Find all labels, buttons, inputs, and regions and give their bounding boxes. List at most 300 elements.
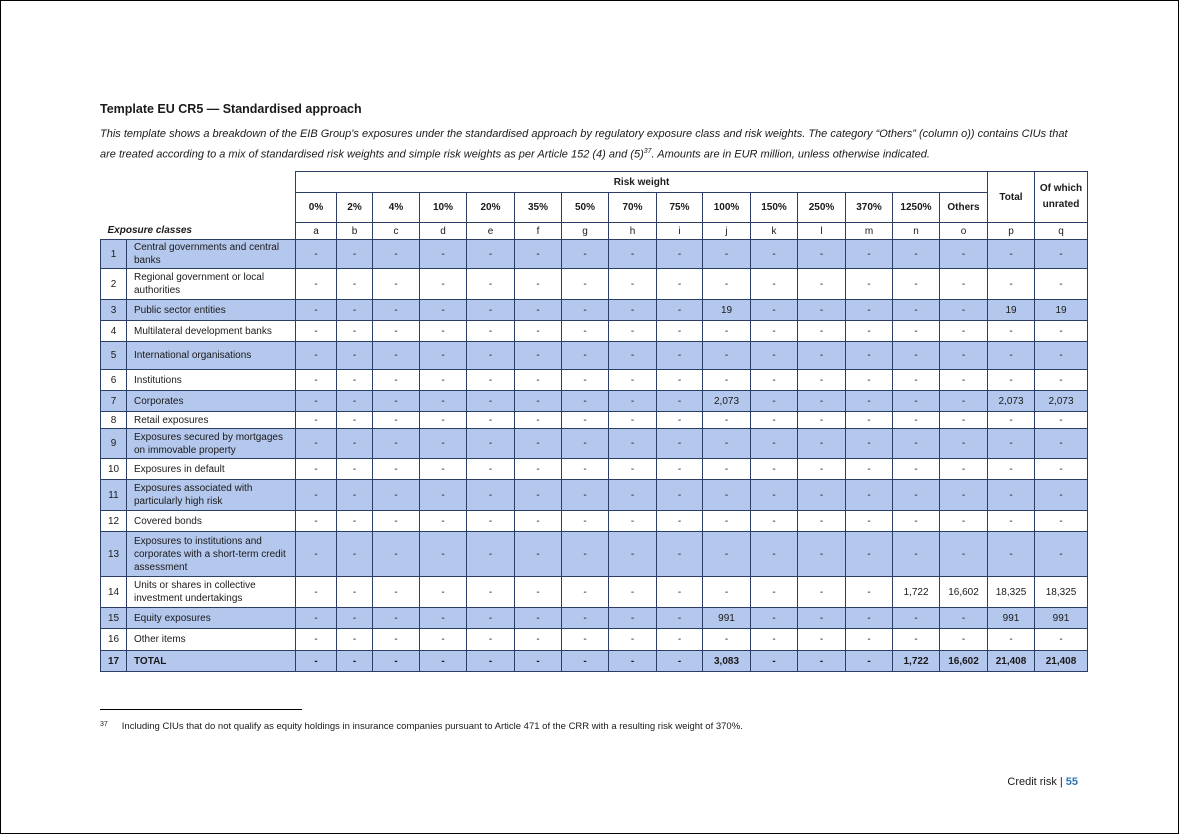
value-cell: - <box>296 321 337 342</box>
footnote <box>100 721 743 732</box>
value-cell: - <box>798 608 846 629</box>
row-number: 12 <box>101 511 127 532</box>
value-cell: - <box>515 651 562 672</box>
exposure-class-label: Covered bonds <box>127 511 296 532</box>
value-cell: - <box>337 608 373 629</box>
value-cell: - <box>515 429 562 459</box>
value-cell: - <box>846 429 893 459</box>
column-letter: i <box>657 223 703 240</box>
footnote-text: Including CIUs that do not qualify as equity holdings in insurance companies pursuant to Article 471 of the CRR with a resulting risk weight of 370%. <box>121 721 743 732</box>
value-cell: - <box>420 608 467 629</box>
value-cell: - <box>296 391 337 412</box>
value-cell: - <box>562 577 609 608</box>
value-cell: - <box>1035 240 1088 269</box>
value-cell: - <box>337 577 373 608</box>
table-row <box>101 511 1088 532</box>
value-cell: - <box>751 269 798 300</box>
table-row <box>101 480 1088 511</box>
value-cell: - <box>846 532 893 577</box>
value-cell: - <box>940 532 988 577</box>
value-cell: - <box>562 629 609 651</box>
value-cell: - <box>467 321 515 342</box>
value-cell: - <box>988 342 1035 370</box>
value-cell: 2,073 <box>988 391 1035 412</box>
value-cell: - <box>373 629 420 651</box>
value-cell: - <box>420 480 467 511</box>
value-cell: - <box>988 240 1035 269</box>
value-cell: - <box>798 629 846 651</box>
value-cell: - <box>373 321 420 342</box>
value-cell: - <box>420 269 467 300</box>
value-cell: - <box>373 240 420 269</box>
exposure-class-label: Central governments and central banks <box>127 240 296 269</box>
value-cell: - <box>1035 269 1088 300</box>
value-cell: - <box>562 608 609 629</box>
value-cell: - <box>420 321 467 342</box>
value-cell: - <box>609 459 657 480</box>
value-cell: - <box>1035 370 1088 391</box>
column-letter: n <box>893 223 940 240</box>
row-number: 11 <box>101 480 127 511</box>
value-cell: - <box>751 370 798 391</box>
table-row <box>101 459 1088 480</box>
value-cell: - <box>940 629 988 651</box>
value-cell: - <box>1035 412 1088 429</box>
value-cell: - <box>893 370 940 391</box>
value-cell: - <box>751 511 798 532</box>
footnote-number: 37 <box>100 721 108 728</box>
value-cell: - <box>515 532 562 577</box>
value-cell: - <box>751 459 798 480</box>
value-cell: - <box>562 321 609 342</box>
value-cell: - <box>609 391 657 412</box>
risk-weight-col-header: 0% <box>296 193 337 223</box>
value-cell: - <box>562 459 609 480</box>
value-cell: - <box>337 480 373 511</box>
value-cell: - <box>657 608 703 629</box>
page-title: Template EU CR5 — Standardised approach <box>100 102 362 116</box>
value-cell: - <box>798 269 846 300</box>
value-cell: - <box>657 459 703 480</box>
exposure-class-label: Exposures in default <box>127 459 296 480</box>
value-cell: 2,073 <box>1035 391 1088 412</box>
value-cell: - <box>940 391 988 412</box>
value-cell: - <box>657 629 703 651</box>
value-cell: - <box>846 608 893 629</box>
header-blank <box>101 193 296 223</box>
column-letter: q <box>1035 223 1088 240</box>
value-cell: - <box>467 511 515 532</box>
value-cell: - <box>337 651 373 672</box>
value-cell: - <box>296 480 337 511</box>
exposure-class-label: Regional government or local authorities <box>127 269 296 300</box>
value-cell: 21,408 <box>1035 651 1088 672</box>
table-row <box>101 342 1088 370</box>
value-cell: - <box>420 429 467 459</box>
value-cell: - <box>988 629 1035 651</box>
value-cell: - <box>703 321 751 342</box>
value-cell: - <box>703 269 751 300</box>
value-cell: - <box>1035 429 1088 459</box>
value-cell: - <box>373 532 420 577</box>
column-letter: f <box>515 223 562 240</box>
value-cell: - <box>893 269 940 300</box>
table-row <box>101 240 1088 269</box>
value-cell: - <box>373 651 420 672</box>
value-cell: - <box>420 370 467 391</box>
value-cell: - <box>337 459 373 480</box>
value-cell: - <box>373 429 420 459</box>
value-cell: - <box>337 269 373 300</box>
value-cell: - <box>988 429 1035 459</box>
value-cell: - <box>751 429 798 459</box>
value-cell: - <box>296 532 337 577</box>
value-cell: - <box>893 321 940 342</box>
value-cell: - <box>609 651 657 672</box>
table-row <box>101 532 1088 577</box>
value-cell: - <box>940 321 988 342</box>
value-cell: - <box>467 269 515 300</box>
value-cell: - <box>798 511 846 532</box>
value-cell: - <box>337 511 373 532</box>
column-letter: d <box>420 223 467 240</box>
value-cell: - <box>751 629 798 651</box>
value-cell: - <box>467 629 515 651</box>
value-cell: - <box>562 651 609 672</box>
value-cell: - <box>657 577 703 608</box>
value-cell: - <box>893 608 940 629</box>
column-letter: e <box>467 223 515 240</box>
risk-weight-col-header: 10% <box>420 193 467 223</box>
value-cell: - <box>657 240 703 269</box>
value-cell: - <box>467 412 515 429</box>
value-cell: - <box>751 240 798 269</box>
value-cell: - <box>846 459 893 480</box>
value-cell: - <box>420 511 467 532</box>
value-cell: - <box>751 480 798 511</box>
value-cell: - <box>515 629 562 651</box>
value-cell: - <box>657 511 703 532</box>
exposure-class-label: Corporates <box>127 391 296 412</box>
value-cell: - <box>940 412 988 429</box>
value-cell: - <box>893 459 940 480</box>
row-number: 6 <box>101 370 127 391</box>
value-cell: - <box>893 240 940 269</box>
value-cell: - <box>467 651 515 672</box>
value-cell: - <box>420 342 467 370</box>
value-cell: 18,325 <box>988 577 1035 608</box>
exposure-class-label: Retail exposures <box>127 412 296 429</box>
value-cell: - <box>798 300 846 321</box>
exposure-class-label: Exposures to institutions and corporates with a short-term credit assessment <box>127 532 296 577</box>
value-cell: - <box>562 429 609 459</box>
footnote-divider <box>100 709 302 710</box>
value-cell: - <box>420 300 467 321</box>
value-cell: - <box>751 577 798 608</box>
value-cell: - <box>846 342 893 370</box>
value-cell: - <box>703 629 751 651</box>
value-cell: - <box>562 370 609 391</box>
value-cell: - <box>798 480 846 511</box>
value-cell: 19 <box>988 300 1035 321</box>
table-row <box>101 651 1088 672</box>
value-cell: - <box>515 391 562 412</box>
value-cell: - <box>562 240 609 269</box>
value-cell: - <box>467 532 515 577</box>
risk-weight-col-header: 150% <box>751 193 798 223</box>
value-cell: - <box>609 300 657 321</box>
row-number: 7 <box>101 391 127 412</box>
value-cell: - <box>940 511 988 532</box>
value-cell: - <box>373 608 420 629</box>
value-cell: - <box>940 300 988 321</box>
value-cell: - <box>467 370 515 391</box>
row-number: 3 <box>101 300 127 321</box>
value-cell: - <box>751 321 798 342</box>
value-cell: - <box>420 240 467 269</box>
value-cell: - <box>420 532 467 577</box>
value-cell: - <box>846 480 893 511</box>
value-cell: - <box>657 480 703 511</box>
value-cell: - <box>296 651 337 672</box>
value-cell: - <box>798 429 846 459</box>
value-cell: - <box>373 391 420 412</box>
value-cell: - <box>1035 459 1088 480</box>
value-cell: - <box>337 321 373 342</box>
column-letter: g <box>562 223 609 240</box>
exposure-class-label: Exposures associated with particularly high risk <box>127 480 296 511</box>
value-cell: - <box>609 342 657 370</box>
value-cell: - <box>751 342 798 370</box>
value-cell: - <box>296 629 337 651</box>
value-cell: - <box>1035 629 1088 651</box>
value-cell: - <box>420 577 467 608</box>
value-cell: - <box>515 370 562 391</box>
risk-weight-col-header: 70% <box>609 193 657 223</box>
value-cell: - <box>420 391 467 412</box>
value-cell: - <box>562 412 609 429</box>
value-cell: - <box>467 342 515 370</box>
value-cell: - <box>515 240 562 269</box>
value-cell: - <box>296 370 337 391</box>
value-cell: - <box>657 532 703 577</box>
value-cell: - <box>562 511 609 532</box>
row-number: 9 <box>101 429 127 459</box>
value-cell: - <box>609 577 657 608</box>
value-cell: 16,602 <box>940 577 988 608</box>
value-cell: - <box>467 459 515 480</box>
value-cell: - <box>373 412 420 429</box>
value-cell: - <box>609 511 657 532</box>
risk-weight-col-header: 1250% <box>893 193 940 223</box>
footer-separator: | <box>1059 776 1063 788</box>
risk-weight-col-header: 35% <box>515 193 562 223</box>
value-cell: - <box>893 511 940 532</box>
value-cell: - <box>420 459 467 480</box>
value-cell: - <box>296 459 337 480</box>
value-cell: - <box>337 342 373 370</box>
value-cell: - <box>940 269 988 300</box>
risk-weight-col-header: 50% <box>562 193 609 223</box>
value-cell: - <box>467 480 515 511</box>
value-cell: - <box>609 480 657 511</box>
risk-weight-col-header: 4% <box>373 193 420 223</box>
value-cell: - <box>940 240 988 269</box>
value-cell: 16,602 <box>940 651 988 672</box>
value-cell: - <box>515 480 562 511</box>
value-cell: - <box>893 391 940 412</box>
value-cell: - <box>562 532 609 577</box>
value-cell: - <box>467 240 515 269</box>
value-cell: - <box>940 480 988 511</box>
table-row <box>101 412 1088 429</box>
exposure-class-label: Other items <box>127 629 296 651</box>
value-cell: - <box>988 370 1035 391</box>
column-letter: p <box>988 223 1035 240</box>
value-cell: - <box>893 412 940 429</box>
value-cell: - <box>846 269 893 300</box>
value-cell: - <box>751 300 798 321</box>
value-cell: - <box>296 300 337 321</box>
column-letter: c <box>373 223 420 240</box>
column-letter: o <box>940 223 988 240</box>
risk-weight-col-header: 370% <box>846 193 893 223</box>
value-cell: - <box>703 480 751 511</box>
value-cell: - <box>296 429 337 459</box>
value-cell: 991 <box>1035 608 1088 629</box>
value-cell: - <box>296 412 337 429</box>
value-cell: - <box>337 370 373 391</box>
value-cell: - <box>515 300 562 321</box>
value-cell: - <box>373 300 420 321</box>
intro-text-after: . Amounts are in EUR million, unless otherwise indicated. <box>651 148 930 161</box>
value-cell: 18,325 <box>1035 577 1088 608</box>
row-number: 15 <box>101 608 127 629</box>
row-number: 1 <box>101 240 127 269</box>
value-cell: 1,722 <box>893 651 940 672</box>
table-row <box>101 269 1088 300</box>
risk-weight-col-header: 20% <box>467 193 515 223</box>
header-blank <box>101 172 296 193</box>
intro-text-before: This template shows a breakdown of the EIB Group's exposures under the standardised approach by regulatory exposure class and risk weights. The category “Others” (column o)) contains CIUs that are treated according to a mix of standardised risk weights and simple risk weights as per Article 152 (4) and (5) <box>100 128 1068 161</box>
value-cell: - <box>296 269 337 300</box>
value-cell: - <box>657 391 703 412</box>
value-cell: - <box>846 651 893 672</box>
value-cell: - <box>798 577 846 608</box>
value-cell: - <box>296 511 337 532</box>
value-cell: - <box>940 342 988 370</box>
exposure-class-label: International organisations <box>127 342 296 370</box>
page-footer <box>1007 776 1078 788</box>
value-cell: - <box>337 532 373 577</box>
value-cell: - <box>798 532 846 577</box>
value-cell: - <box>373 459 420 480</box>
total-header: Total <box>988 172 1035 223</box>
table-row <box>101 429 1088 459</box>
value-cell: - <box>562 391 609 412</box>
value-cell: 3,083 <box>703 651 751 672</box>
column-letter: b <box>337 223 373 240</box>
exposure-class-label: Multilateral development banks <box>127 321 296 342</box>
value-cell: - <box>373 370 420 391</box>
value-cell: - <box>846 321 893 342</box>
value-cell: - <box>751 532 798 577</box>
value-cell: - <box>515 412 562 429</box>
value-cell: - <box>846 412 893 429</box>
value-cell: - <box>1035 342 1088 370</box>
value-cell: - <box>657 321 703 342</box>
value-cell: - <box>988 269 1035 300</box>
column-letter: a <box>296 223 337 240</box>
value-cell: - <box>657 651 703 672</box>
value-cell: - <box>798 342 846 370</box>
value-cell: 21,408 <box>988 651 1035 672</box>
exposure-class-label: TOTAL <box>127 651 296 672</box>
value-cell: - <box>515 459 562 480</box>
value-cell: - <box>515 577 562 608</box>
value-cell: - <box>373 480 420 511</box>
value-cell: - <box>562 269 609 300</box>
row-number: 4 <box>101 321 127 342</box>
value-cell: - <box>609 532 657 577</box>
risk-weight-col-header: 75% <box>657 193 703 223</box>
value-cell: 19 <box>1035 300 1088 321</box>
column-letter: k <box>751 223 798 240</box>
column-letter: j <box>703 223 751 240</box>
value-cell: - <box>337 429 373 459</box>
column-letter: m <box>846 223 893 240</box>
value-cell: - <box>337 412 373 429</box>
value-cell: - <box>703 459 751 480</box>
value-cell: - <box>703 429 751 459</box>
value-cell: - <box>893 480 940 511</box>
value-cell: - <box>988 321 1035 342</box>
value-cell: - <box>373 511 420 532</box>
value-cell: - <box>703 342 751 370</box>
table-row <box>101 577 1088 608</box>
value-cell: - <box>420 629 467 651</box>
exposure-class-label: Institutions <box>127 370 296 391</box>
value-cell: - <box>296 577 337 608</box>
value-cell: - <box>703 412 751 429</box>
value-cell: - <box>751 391 798 412</box>
exposure-class-label: Equity exposures <box>127 608 296 629</box>
value-cell: - <box>657 429 703 459</box>
value-cell: - <box>657 300 703 321</box>
value-cell: - <box>893 300 940 321</box>
value-cell: - <box>562 480 609 511</box>
value-cell: - <box>515 608 562 629</box>
value-cell: - <box>562 342 609 370</box>
value-cell: - <box>467 608 515 629</box>
value-cell: - <box>703 577 751 608</box>
value-cell: - <box>657 370 703 391</box>
page-number: 55 <box>1065 776 1078 788</box>
value-cell: - <box>798 391 846 412</box>
value-cell: - <box>609 429 657 459</box>
value-cell: - <box>657 412 703 429</box>
cr5-table <box>100 171 1088 672</box>
risk-weight-col-header: Others <box>940 193 988 223</box>
risk-weight-header: Risk weight <box>296 172 988 193</box>
value-cell: - <box>373 577 420 608</box>
value-cell: - <box>893 342 940 370</box>
value-cell: - <box>562 300 609 321</box>
value-cell: - <box>988 511 1035 532</box>
value-cell: - <box>373 269 420 300</box>
value-cell: - <box>893 629 940 651</box>
table-row <box>101 391 1088 412</box>
